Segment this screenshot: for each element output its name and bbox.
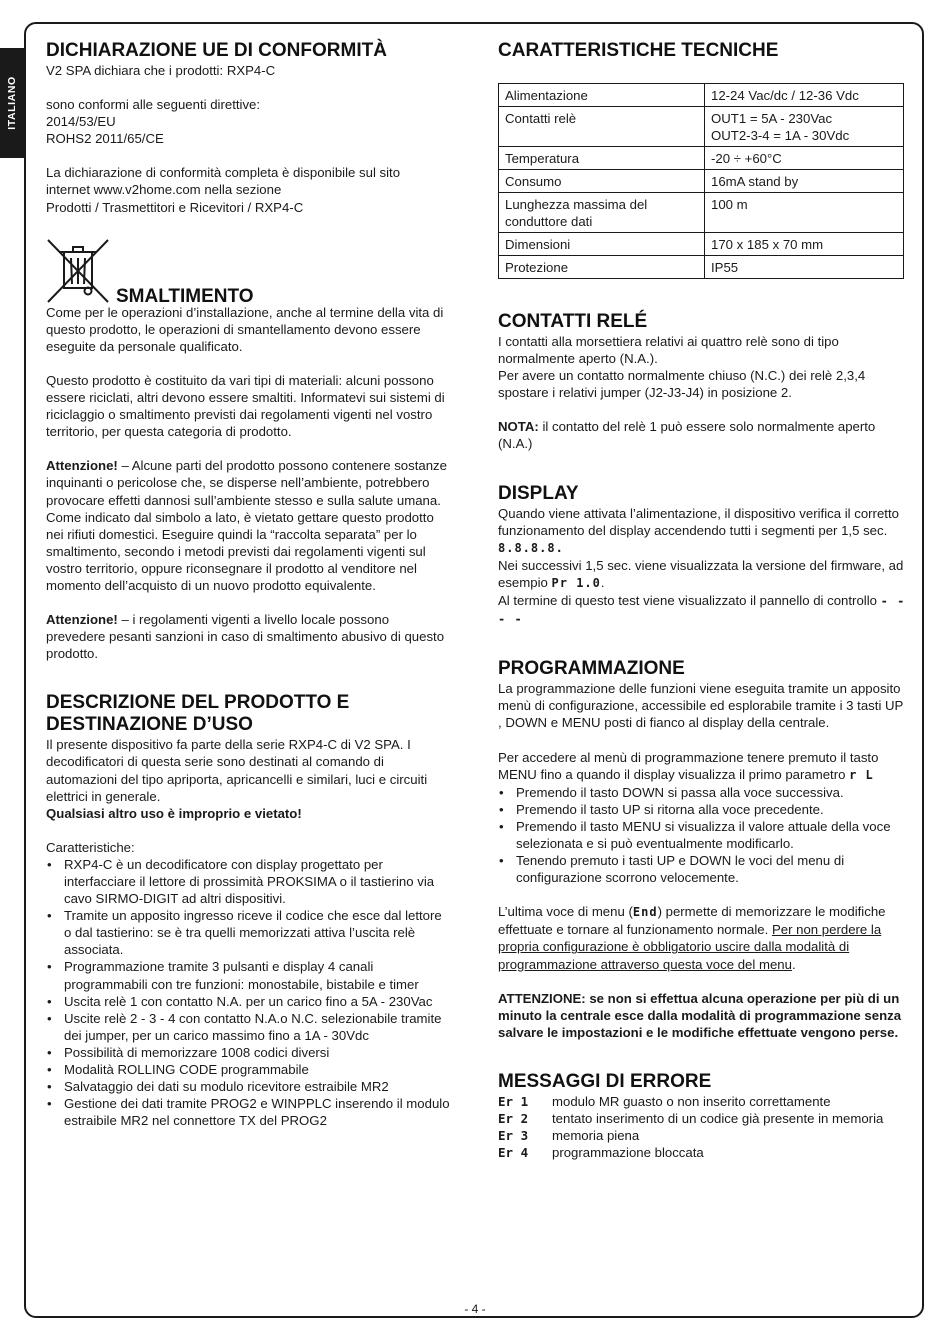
declaration-full-2: internet www.v2home.com nella sezione: [46, 182, 282, 198]
specs-table: [498, 83, 904, 279]
list-item: • Premendo il tasto UP si ritorna alla voce precedente.: [516, 801, 906, 818]
list-item: • Tenendo premuto i tasti UP e DOWN le voci del menu di configurazione scorrono velocemente.: [516, 852, 906, 886]
programming-p1: La programmazione delle funzioni viene eseguita tramite un apposito menù di configurazione, accessibile ed esplorabile tramite i 3 tasti UP , DOWN e MENU posti di fianco al display della centrale.: [498, 681, 904, 731]
table-row: Protezione IP55: [499, 256, 904, 279]
seg-first: r L: [849, 767, 874, 782]
list-item: • Premendo il tasto DOWN si passa alla voce successiva.: [516, 784, 906, 801]
description-warning: Qualsiasi altro uso è improprio e vietato!: [46, 805, 302, 821]
table-row: Temperatura -20 ÷ +60°C: [499, 147, 904, 170]
language-tab: ITALIANO: [0, 48, 24, 158]
list-item: • Programmazione tramite 3 pulsanti e display 4 canali programmabili con tre funzioni: monostabile, bistabile e timer: [64, 958, 451, 992]
display-p2: Nei successivi 1,5 sec. viene visualizzata la versione del firmware, ad esempio Pr 1.0.: [498, 557, 904, 590]
list-item: • Gestione dei dati tramite PROG2 e WINPPLC inserendo il modulo estraibile MR2 nel connettore TX del PROG2: [64, 1095, 451, 1129]
list-item: • Salvataggio dei dati su modulo ricevitore estraibile MR2: [64, 1078, 451, 1095]
disposal-p3: Attenzione! – Alcune parti del prodotto possono contenere sostanze inquinanti o pericolose che, se disperse nell’ambiente, potrebbero provocare effetti dannosi sull’ambiente stesso e sulla salute umana.: [46, 458, 447, 508]
directive-2: ROHS2 2011/65/CE: [46, 131, 164, 147]
seg-all: 8.8.8.8.: [498, 540, 564, 555]
programming-p3: L’ultima voce di menu (End) permette di memorizzare le modifiche effettuate e tornare al funzionamento normale. Per non perdere la propria configurazione è obbligatorio uscire dalla modalità di programmazione attraverso questa voce del menu.: [498, 904, 886, 972]
table-row: Alimentazione 12-24 Vac/dc / 12-36 Vdc: [499, 84, 904, 107]
description-title-2: DESTINAZIONE D’USO: [46, 714, 253, 736]
declaration-full-1: La dichiarazione di conformità completa è disponibile sul sito: [46, 165, 401, 181]
table-row: Consumo 16mA stand by: [499, 170, 904, 193]
list-item: • Premendo il tasto MENU si visualizza il valore attuale della voce selezionata e si può eventualmente modificarlo.: [516, 818, 906, 852]
declaration-title: DICHIARAZIONE UE DI CONFORMITÀ: [46, 40, 387, 61]
relays-title: CONTATTI RELÉ: [498, 311, 648, 332]
list-item: • Uscita relè 1 con contatto N.A. per un carico fino a 5A - 230Vac: [64, 993, 451, 1010]
relays-p2: Per avere un contatto normalmente chiuso (N.C.) dei relè 2,3,4 spostare i relativi jumper (J2-J3-J4) in posizione 2.: [498, 368, 866, 401]
seg-end: End: [632, 905, 658, 920]
right-column: [498, 40, 906, 1161]
specs-title: CARATTERISTICHE TECNICHE: [498, 40, 779, 61]
disposal-p4: Come indicato dal simbolo a lato, è vietato gettare questo prodotto nei rifiuti domestici. Eseguire quindi la “raccolta separata” per lo smaltimento, secondo i metodi previsti dai regolamenti vigenti sul vostro territorio, oppure riconsegnare il prodotto al venditore nel momento dell’acquisto di un nuovo prodotto equivalente.: [46, 509, 434, 593]
table-row: Lunghezza massima del conduttore dati 100 m: [499, 193, 904, 233]
error-row: Er 2 tentato inserimento di un codice già presente in memoria: [498, 1111, 884, 1126]
declaration-intro: V2 SPA dichiara che i prodotti: RXP4-C: [46, 63, 276, 78]
declaration-full-3: Prodotti / Trasmettitori e Ricevitori / RXP4-C: [46, 199, 304, 215]
list-item: • Possibilità di memorizzare 1008 codici diversi: [64, 1044, 451, 1061]
errors-title: MESSAGGI DI ERRORE: [498, 1070, 712, 1092]
programming-title: PROGRAMMAZIONE: [498, 658, 685, 680]
display-p3: Al termine di questo test viene visualizzato il pannello di controllo - - - -: [498, 593, 906, 627]
directive-1: 2014/53/EU: [46, 114, 116, 130]
display-p1: Quando viene attivata l’alimentazione, il dispositivo verifica il corretto funzionamento del display accendendo tutti i segmenti per 1,5 sec. 8.8.8.8.: [498, 505, 899, 555]
list-item: • Uscite relè 2 - 3 - 4 con contatto N.A.o N.C. selezionabile tramite dei jumper, per un carico massimo fino a 1A - 30Vdc: [64, 1010, 451, 1044]
list-item: • Tramite un apposito ingresso riceve il codice che esce dal lettore o dal tastierino: se è tra quelli memorizzati attiva l’uscita relè associata.: [64, 907, 451, 958]
error-row: Er 1 modulo MR guasto o non inserito correttamente: [498, 1093, 831, 1109]
disposal-p2: Questo prodotto è costituito da vari tipi di materiali: alcuni possono essere riciclati, altri devono essere smaltiti. Informatevi sui sistemi di riciclaggio o smaltimento previsti dai regolamenti vigenti nel vostro territorio, per questa categoria di prodotto.: [46, 372, 445, 440]
table-row: Dimensioni 170 x 185 x 70 mm: [499, 233, 904, 256]
disposal-p5: Attenzione! – i regolamenti vigenti a livello locale possono prevedere pesanti sanzioni in caso di smaltimento abusivo di questo prodotto.: [46, 612, 445, 662]
seg-version: Pr 1.0: [551, 575, 601, 590]
disposal-p1: Come per le operazioni d’installazione, anche al termine della vita di questo prodotto, le operazioni di smantellamento devono essere eseguite da personale qualificato.: [46, 304, 444, 354]
programming-list: [498, 784, 906, 887]
disposal-title: SMALTIMENTO: [116, 285, 254, 307]
page-number: - 4 -: [464, 1302, 486, 1316]
programming-attention: ATTENZIONE: se non si effettua alcuna operazione per più di un minuto la centrale esce dalla modalità di programmazione senza salvare le impostazioni e le modifiche effettuate vengono perse.: [498, 990, 902, 1040]
relays-p1: I contatti alla morsettiera relativi ai quattro relè sono di tipo normalmente aperto (N.A.).: [498, 334, 839, 367]
display-title: DISPLAY: [498, 482, 579, 504]
seg-panel: - - - -: [498, 594, 906, 627]
description-p1: Il presente dispositivo fa parte della serie RXP4-C di V2 SPA. I decodificatori di questa serie sono destinati al comando di automazioni del tipo apriporta, apricancelli e similari, luci e circuiti elettrici in generale.: [46, 737, 428, 804]
features-title: Caratteristiche:: [46, 839, 135, 855]
disposal-heading: [46, 238, 451, 307]
description-title-1: DESCRIZIONE DEL PRODOTTO E: [46, 692, 350, 714]
error-row: Er 3 memoria piena: [498, 1128, 640, 1144]
list-item: • RXP4-C è un decodificatore con display progettato per interfacciare il lettore di prossimità PROKSIMA o il tastierino via cavo SIRMO-DIGIT ad altri dispositivi.: [64, 856, 451, 907]
programming-p2: Per accedere al menù di programmazione tenere premuto il tasto MENU fino a quando il display visualizza il primo parametro r L: [498, 749, 879, 782]
list-item: • Modalità ROLLING CODE programmabile: [64, 1061, 451, 1078]
directives-intro: sono conformi alle seguenti direttive:: [46, 97, 261, 113]
error-row: Er 4 programmazione bloccata: [498, 1145, 704, 1161]
table-row: Contatti relè OUT1 = 5A - 230Vac OUT2-3-4 = 1A - 30Vdc: [499, 107, 904, 147]
relays-note: NOTA: il contatto del relè 1 può essere solo normalmente aperto (N.A.): [498, 419, 876, 452]
left-column: [46, 40, 451, 1129]
crossed-bin-icon: [46, 238, 110, 304]
features-list: [46, 856, 451, 1130]
